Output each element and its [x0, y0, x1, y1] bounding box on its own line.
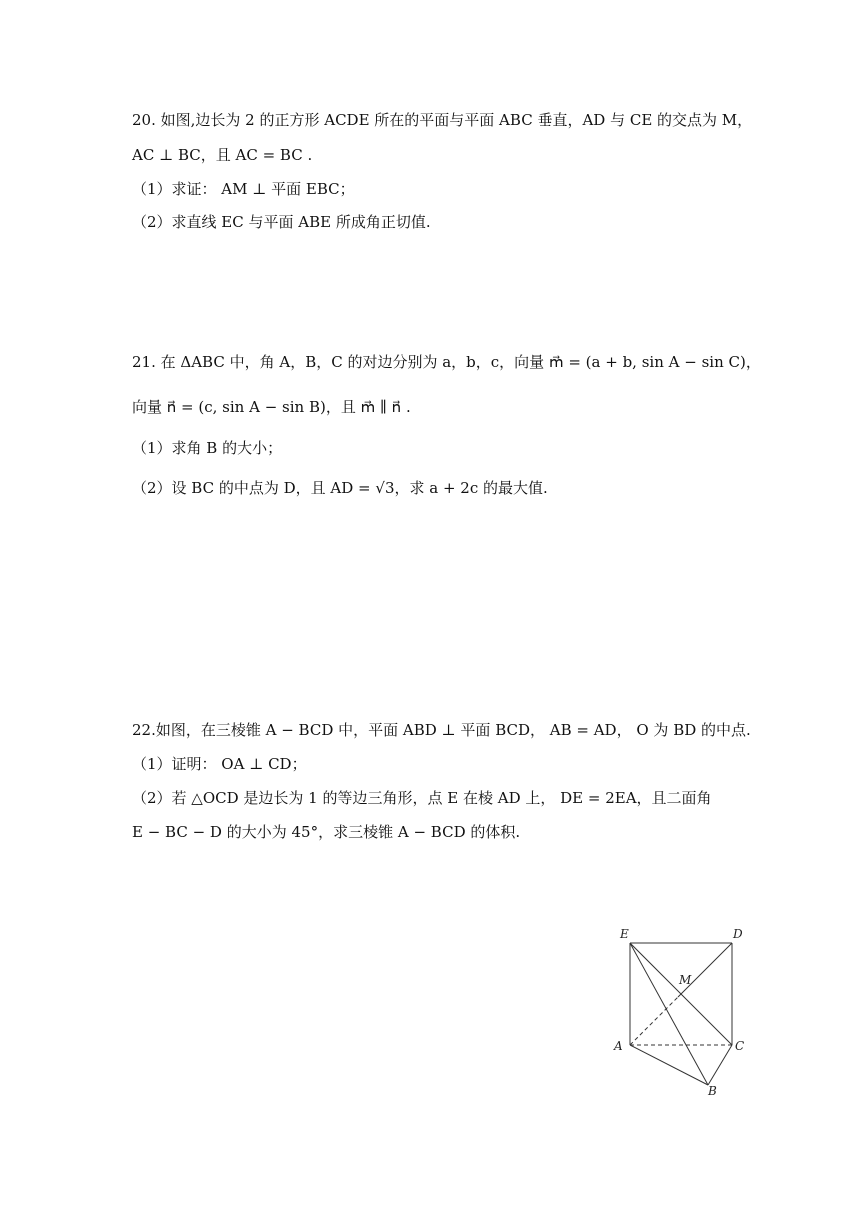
label-C: C — [735, 1039, 745, 1053]
problem-20-part-2: （2）求直线 EC 与平面 ABE 所成角正切值. — [132, 213, 431, 231]
problem-21-line-2: 向量 n⃗ = (c, sin A − sin B)，且 m⃗ ∥ n⃗ . — [132, 398, 411, 416]
problem-22-part-1: （1）证明： OA ⊥ CD； — [132, 755, 307, 773]
label-A: A — [614, 1039, 623, 1053]
problem-21-line-1: 21. 在 ΔABC 中，角 A，B，C 的对边分别为 a，b，c，向量 m⃗ = (a + b, sin A − sin C)， — [132, 353, 761, 371]
edge-BC — [708, 1045, 732, 1085]
edge-MD — [678, 943, 732, 997]
geometry-figure — [606, 922, 766, 1102]
edge-AM — [630, 997, 678, 1045]
label-E: E — [620, 927, 629, 941]
problem-21-part-1: （1）求角 B 的大小； — [132, 439, 283, 457]
edge-EB — [630, 943, 708, 1085]
edge-AB — [630, 1045, 708, 1085]
problem-22-line-1: 22.如图，在三棱锥 A − BCD 中，平面 ABD ⊥ 平面 BCD， AB = AD， O 为 BD 的中点. — [132, 721, 751, 739]
problem-21-part-2: （2）设 BC 的中点为 D，且 AD = √3，求 a + 2c 的最大值. — [132, 479, 548, 497]
problem-20-part-1: （1）求证： AM ⊥ 平面 EBC； — [132, 180, 355, 198]
problem-22-part-2: （2）若 △OCD 是边长为 1 的等边三角形，点 E 在棱 AD 上， DE = 2EA，且二面角 — [132, 789, 712, 807]
label-M: M — [679, 973, 692, 987]
problem-20-line-1: 20. 如图,边长为 2 的正方形 ACDE 所在的平面与平面 ABC 垂直，AD 与 CE 的交点为 M， — [132, 111, 753, 129]
label-D: D — [733, 927, 743, 941]
problem-20-line-2: AC ⊥ BC，且 AC = BC . — [132, 146, 313, 164]
label-B: B — [708, 1084, 717, 1098]
problem-22-line-4: E − BC − D 的大小为 45°，求三棱锥 A − BCD 的体积. — [132, 823, 521, 841]
